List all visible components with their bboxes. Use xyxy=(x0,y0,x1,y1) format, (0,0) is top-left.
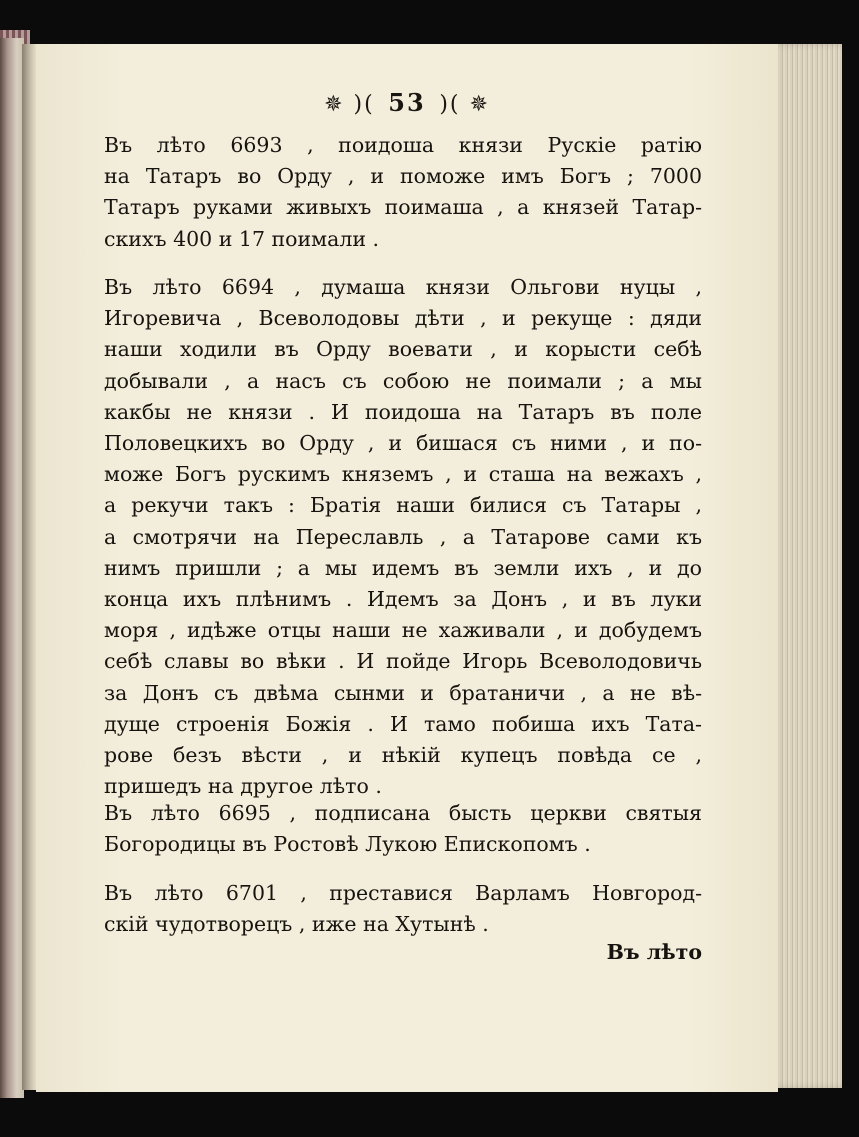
text-line: Татаръ руками живыхъ поимаша , а князей Татар- xyxy=(104,195,702,220)
text-line: добывали , а насъ съ собою не поимали ; а мы xyxy=(104,368,702,393)
book-page xyxy=(36,44,778,1092)
catchword: Въ лѣто xyxy=(606,940,702,964)
paragraph-2 xyxy=(104,272,702,802)
text-line: скій чудотворецъ , иже на Хутынѣ . xyxy=(104,912,489,937)
paragraph-4 xyxy=(104,878,702,940)
text-line: на Татаръ во Орду , и поможе имъ Богъ ; 7000 xyxy=(104,164,702,189)
text-line: рове безъ вѣсти , и нѣкій купецъ повѣда се , xyxy=(104,743,702,768)
page-stack-edge xyxy=(770,44,842,1088)
text-line: Игоревича , Всеволодовы дѣти , и рекуще : дяди xyxy=(104,306,702,331)
text-line: какбы не князи . И поидоша на Татаръ въ поле xyxy=(104,399,702,424)
text-line: а рекучи такъ : Братія наши билися съ Татары , xyxy=(104,493,702,518)
page-number: 53 xyxy=(388,88,426,117)
text-line: Въ лѣто 6694 , думаша князи Ольгови нуцы , xyxy=(104,275,702,299)
text-line: моря , идѣже отцы наши не хаживали , и добудемъ xyxy=(104,618,702,643)
text-line: за Донъ съ двѣма сынми и братаничи , а не вѣ- xyxy=(104,680,702,705)
text-line: а смотрячи на Переславль , а Татарове сами къ xyxy=(104,524,702,549)
text-line: Въ лѣто 6695 , подписана бысть церкви святыя xyxy=(104,801,702,825)
text-line: себѣ славы во вѣки . И пойде Игорь Всеволодовичь xyxy=(104,649,702,674)
text-line: Въ лѣто 6693 , поидоша князи Рускіе ратію xyxy=(104,133,702,157)
text-line: нимъ пришли ; а мы идемъ въ земли ихъ , и до xyxy=(104,555,702,580)
text-line: Половецкихъ во Орду , и бишася съ ними , и по- xyxy=(104,431,702,456)
ornament-left-icon: ✵ )( xyxy=(324,92,375,117)
text-line: конца ихъ плѣнимъ . Идемъ за Донъ , и въ луки xyxy=(104,587,702,612)
text-line: пришедъ на другое лѣто . xyxy=(104,774,382,799)
left-page-edge xyxy=(0,38,24,1098)
page-header xyxy=(36,88,778,117)
text-line: наши ходили въ Орду воевати , и корысти себѣ xyxy=(104,337,702,362)
paragraph-1 xyxy=(104,130,702,255)
paragraph-3 xyxy=(104,798,702,860)
text-line: скихъ 400 и 17 поимали . xyxy=(104,226,380,251)
text-line: Въ лѣто 6701 , преставися Варламъ Новгород- xyxy=(104,881,702,905)
ornament-right-icon: )( ✵ xyxy=(439,92,490,117)
text-line: дуще строенія Божія . И тамо побиша ихъ Тата- xyxy=(104,711,702,736)
text-line: Богородицы въ Ростовѣ Лукою Епископомъ . xyxy=(104,832,591,857)
text-line: може Богъ рускимъ княземъ , и сташа на вежахъ , xyxy=(104,462,702,487)
